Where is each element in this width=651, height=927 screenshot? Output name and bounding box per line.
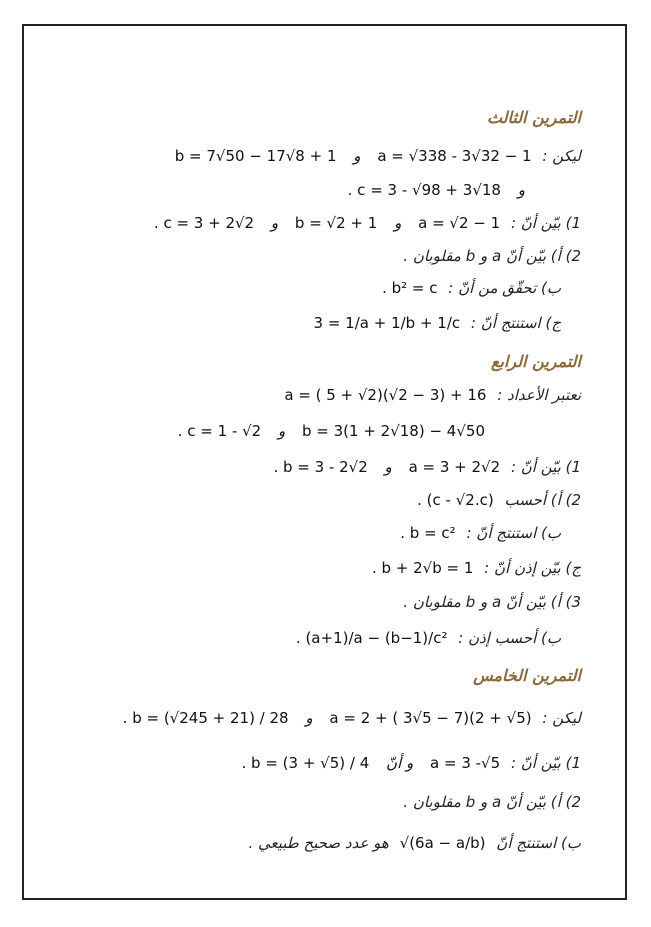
- exercise3-q1-and-2: و: [270, 214, 279, 232]
- exercise3-q2c-label: ج) استنتج أنّ :: [470, 314, 561, 332]
- exercise4-q1-a: a = 3 + 2√2: [408, 458, 501, 476]
- exercise4-def-bc-line: [172, 421, 491, 441]
- exercise5-question2a: 2) أ) بيّن أنّ a و b مقلوبان .: [403, 793, 581, 811]
- exercise3-title: التمرين الثالث: [486, 108, 581, 127]
- exercise3-q1-b: b = √2 + 1: [294, 214, 378, 232]
- exercise4-and-1: و: [277, 422, 286, 440]
- exercise5-def-b: . b = (√245 + 21) / 28: [122, 709, 289, 727]
- exercise5-q1-a: a = 3 -√5: [430, 754, 501, 772]
- exercise4-def-a: a = ( 5 + √2)(√2 − 3) + 16: [284, 386, 487, 404]
- exercise5-q2b-label: ب) استنتج أنّ: [496, 834, 581, 852]
- exercise4-q3b-expr: . (a+1)/a − (b−1)/c²: [295, 629, 448, 647]
- exercise3-q1-label: 1) بيّن أنّ :: [510, 214, 581, 232]
- exercise5-definitions: [117, 708, 581, 728]
- exercise4-question2a: [411, 490, 581, 510]
- exercise3-q1-c: . c = 3 + 2√2: [153, 214, 255, 232]
- exercise3-def-b: b = 7√50 − 17√8 + 1: [174, 147, 337, 165]
- exercise3-q1-a: a = √2 − 1: [418, 214, 501, 232]
- exercise4-q3b-label: ب) أحسب إذن :: [458, 629, 561, 647]
- exercise3-intro-label: ليكن :: [542, 147, 581, 165]
- exercise4-question3b: [290, 628, 561, 648]
- exercise5-and-1: و: [305, 709, 313, 727]
- exercise4-q2c-expr: . b + 2√b = 1: [371, 559, 474, 577]
- exercise4-title: التمرين الرابع: [491, 352, 581, 371]
- exercise3-definitions: [169, 146, 581, 166]
- exercise4-question2b: [394, 523, 561, 543]
- exercise3-def-c-line: [342, 180, 531, 200]
- exercise3-question2a: 2) أ) بيّن أنّ a و b مقلوبان .: [403, 247, 581, 265]
- exercise3-question2c: [308, 313, 561, 333]
- exercise5-def-a: a = 2 + ( 3√5 − 7)(2 + √5): [329, 709, 532, 727]
- exercise5-q2b-tail: هو عدد صحيح طبيعي .: [248, 834, 389, 852]
- exercise5-question2b: [248, 833, 581, 853]
- exercise5-q1-b: . b = (3 + √5) / 4: [241, 754, 370, 772]
- exercise4-def-b: b = 3(1 + 2√18) − 4√50: [301, 422, 485, 440]
- exercise5-question1: [236, 753, 581, 773]
- exercise3-q2c-expr: 3 = 1/a + 1/b + 1/c: [313, 314, 461, 332]
- exercise4-question3a: 3) أ) بيّن أنّ a و b مقلوبان .: [403, 593, 581, 611]
- exercise4-def-c: . c = 1 - √2: [177, 422, 262, 440]
- exercise4-q1-and: و: [384, 458, 392, 476]
- exercise3-and-2: و: [517, 181, 525, 199]
- exercise5-q2b-expr: √(6a − a/b): [399, 834, 486, 852]
- exercise4-q2b-expr: . b = c²: [400, 524, 456, 542]
- exercise4-q2b-label: ب) استنتج أنّ :: [466, 524, 561, 542]
- exercise4-q2a-expr: . (c - √2.c): [417, 491, 494, 509]
- exercise5-intro-label: ليكن :: [542, 709, 581, 727]
- exercise4-question2c: [366, 558, 581, 578]
- exercise4-intro-label: نعتبر الأعداد :: [497, 386, 581, 404]
- exercise4-q1-label: 1) بيّن أنّ :: [510, 458, 581, 476]
- exercise5-q1-label: 1) بيّن أنّ :: [510, 754, 581, 772]
- exercise3-q2b-expr: . b² = c: [382, 279, 438, 297]
- exercise3-and-1: و: [353, 147, 361, 165]
- exercise4-question1: [267, 457, 581, 477]
- exercise4-q2c-label: ج) بيّن إذن أنّ :: [484, 559, 581, 577]
- exercise5-title: التمرين الخامس: [473, 666, 581, 685]
- exercise3-question1: [148, 213, 581, 233]
- exercise5-q1-mid: و أنّ: [386, 754, 414, 772]
- exercise3-q1-and-1: و: [394, 214, 402, 232]
- exercise3-q2b-label: ب) تحقّق من أنّ :: [448, 279, 561, 297]
- exercise4-q2a-label: 2) أ) أحسب: [504, 491, 581, 509]
- exercise4-definitions: [278, 385, 581, 405]
- exercise3-def-c: . c = 3 - √98 + 3√18: [347, 181, 501, 199]
- exercise3-question2b: [376, 278, 561, 298]
- exercise4-q1-b: . b = 3 - 2√2: [273, 458, 368, 476]
- exercise3-def-a: a = √338 - 3√32 − 1: [377, 147, 532, 165]
